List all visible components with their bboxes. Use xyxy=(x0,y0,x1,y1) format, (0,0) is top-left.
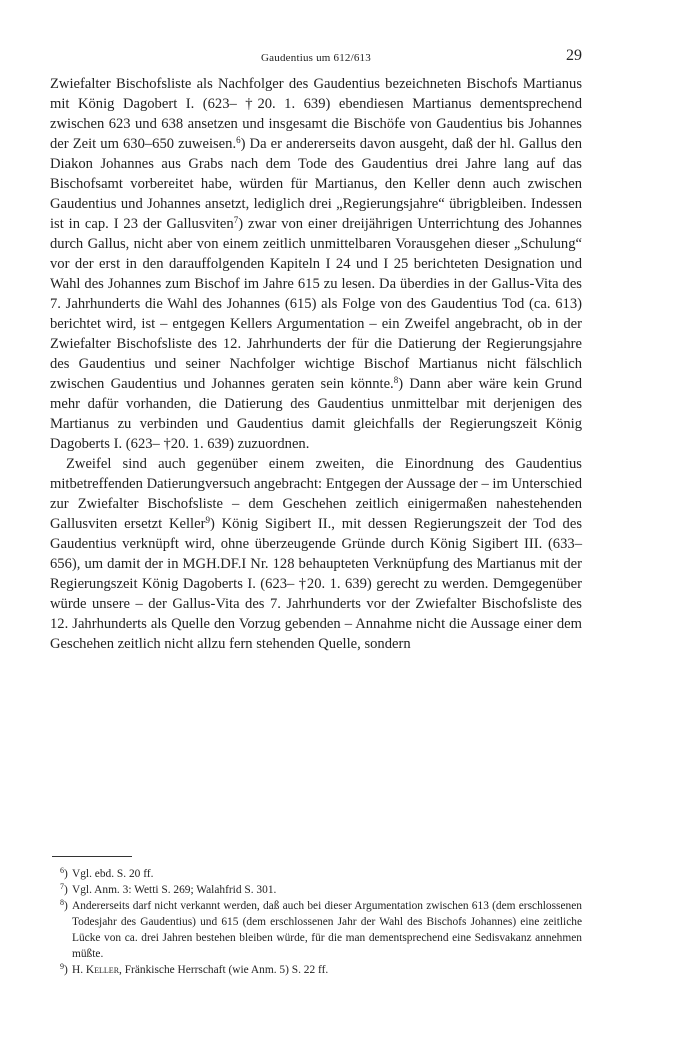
footnote-marker: $^7$) xyxy=(60,882,68,896)
footnote-text: Andererseits darf nicht verkannt werden, daß auch bei dieser Argumentation zwischen 613 (dem erschlossenen Todesjahr des Gaudentius) und 615 (dem erschlossenen Jahr der Wahl des Bischofs Johannes) eine zeitliche Lücke von ca. drei Jahren bestehen bleiben würde, für die man dementsprechend eine Sedisvakanz annehmen müßte. xyxy=(72,900,582,960)
citation: , Fränkische Herrschaft (wie Anm. 5) S. 22 ff. xyxy=(119,964,329,976)
footnote-text: Vgl. Anm. 3: Wetti S. 269; Walahfrid S. 301. xyxy=(72,884,277,896)
running-title: Gaudentius um 612/613 xyxy=(261,52,371,64)
footnote-marker: $^9$) xyxy=(60,962,68,976)
text-run: ) zwar von einer dreijährigen Unterrichtung des Johannes durch Gallus, nicht aber von einem zeitlich unmittelbaren Vorausgehen dieser „Schulung“ vor der erst in den darauffolgenden Kapiteln I 24 und I 25 berichteten Designation und Wahl des Johannes zum Bischof im Jahre 615 zu lesen. Da überdies in der Gallus-Vita des 7. Jahrhunderts die Wahl des Johannes (615) als Folge von des Gaudentius Tod (ca. 613) berichtet wird, ist – entgegen Kellers Argumentation – ein Zweifel angebracht, ob in der Zwiefalter Bischofsliste des 12. Jahrhunderts der für die Datierung der Regierungsjahre des Gaudentius und seiner Nachfolger wichtige Bischof Martianus nicht fälschlich zwischen Gaudentius und Johannes geraten sein könnte. xyxy=(50,216,582,392)
footnote-7 xyxy=(50,882,582,898)
main-text xyxy=(50,74,582,654)
paragraph-2 xyxy=(50,454,582,654)
footnote-ref-7: 7 xyxy=(233,215,239,225)
text-run: ) König Sigibert II., mit dessen Regierungszeit der Tod des Gaudentius verknüpft wird, ohne überzeugende Gründe durch König Sigibert III. (633–656), um damit der in MGH.DF.I Nr. 128 behaupteten Verknüpfung des Martianus mit der Regierungszeit König Dagoberts I. (623– †20. 1. 639) gerecht zu werden. Demgegenüber würde unsere – der Gallus-Vita des 7. Jahrhunderts vor der Zwiefalter Bischofsliste des 12. Jahrhunderts als Quelle den Vorzug gebenden – Annahme nicht die Aussage einer dem Geschehen zeitlich nicht allzu fern stehenden Quelle, sondern xyxy=(50,516,583,652)
footnote-ref-9: 9 xyxy=(205,515,210,525)
footnote-number: 9 xyxy=(60,962,64,971)
footnote-6 xyxy=(50,866,582,882)
paragraph-1 xyxy=(50,74,582,454)
text-run: ) Da er andererseits davon ausgeht, daß der hl. Gallus den Diakon Johannes aus Grabs nach dem Tode des Gaudentius drei Jahre lang auf das Bischofsamt vorbereitet habe, würden für Martianus, den Keller denn auch zwischen Gaudentius und Johannes ansetzt, lediglich drei „Regierungsjahre“ übrigbleiben. Indessen ist in cap. I 23 der Gallusviten xyxy=(50,136,582,232)
text-run: Zweifel sind auch gegenüber einem zweiten, die Einordnung des Gaudentius mitbetreffenden Datierungversuch angebracht: Entgegen der Aussage der – im Unterschied zur Zwiefalter Bischofsliste – dem Geschehen zeitlich einigermaßen nahestehenden Gallusviten ersetzt Keller xyxy=(50,456,582,532)
footnote-8 xyxy=(50,898,582,962)
footnote-ref-8: 8 xyxy=(393,375,399,385)
text-run: Zwiefalter Bischofsliste als Nachfolger des Gaudentius bezeichneten Bischofs Martianus mit König Dagobert I. (623– †20. 1. 639) ebendiesen Martianus dementsprechend zwischen 623 und 638 ansetzen und insgesamt die Bischöfe von Gaudentius bis Johannes der Zeit um 630–650 zuweisen. xyxy=(50,76,582,152)
footnotes xyxy=(50,866,582,978)
footnote-number: 8 xyxy=(60,898,64,907)
footnote-marker: $^6$) xyxy=(60,866,68,880)
footnote-9 xyxy=(50,962,582,978)
cited-author: H. Keller xyxy=(72,964,120,976)
text-run: ) Dann aber wäre kein Grund mehr dafür vorhanden, die Datierung des Gaudentius unmittelbar mit derjenigen des Martianus zu verbinden und Gaudentius damit gleichfalls der Regierungszeit König Dagoberts I. (623– †20. 1. 639) zuzuordnen. xyxy=(50,376,582,452)
footnote-number: 7 xyxy=(60,882,64,891)
running-head xyxy=(50,52,582,64)
footnote-marker: $^8$) xyxy=(60,898,68,912)
footnote-separator xyxy=(52,856,132,857)
footnote-text: Vgl. ebd. S. 20 ff. xyxy=(72,868,154,880)
footnote-text xyxy=(72,962,582,978)
footnote-number: 6 xyxy=(60,866,64,875)
footnote-ref-6: 6 xyxy=(236,135,241,145)
page-number: 29 xyxy=(566,47,582,64)
